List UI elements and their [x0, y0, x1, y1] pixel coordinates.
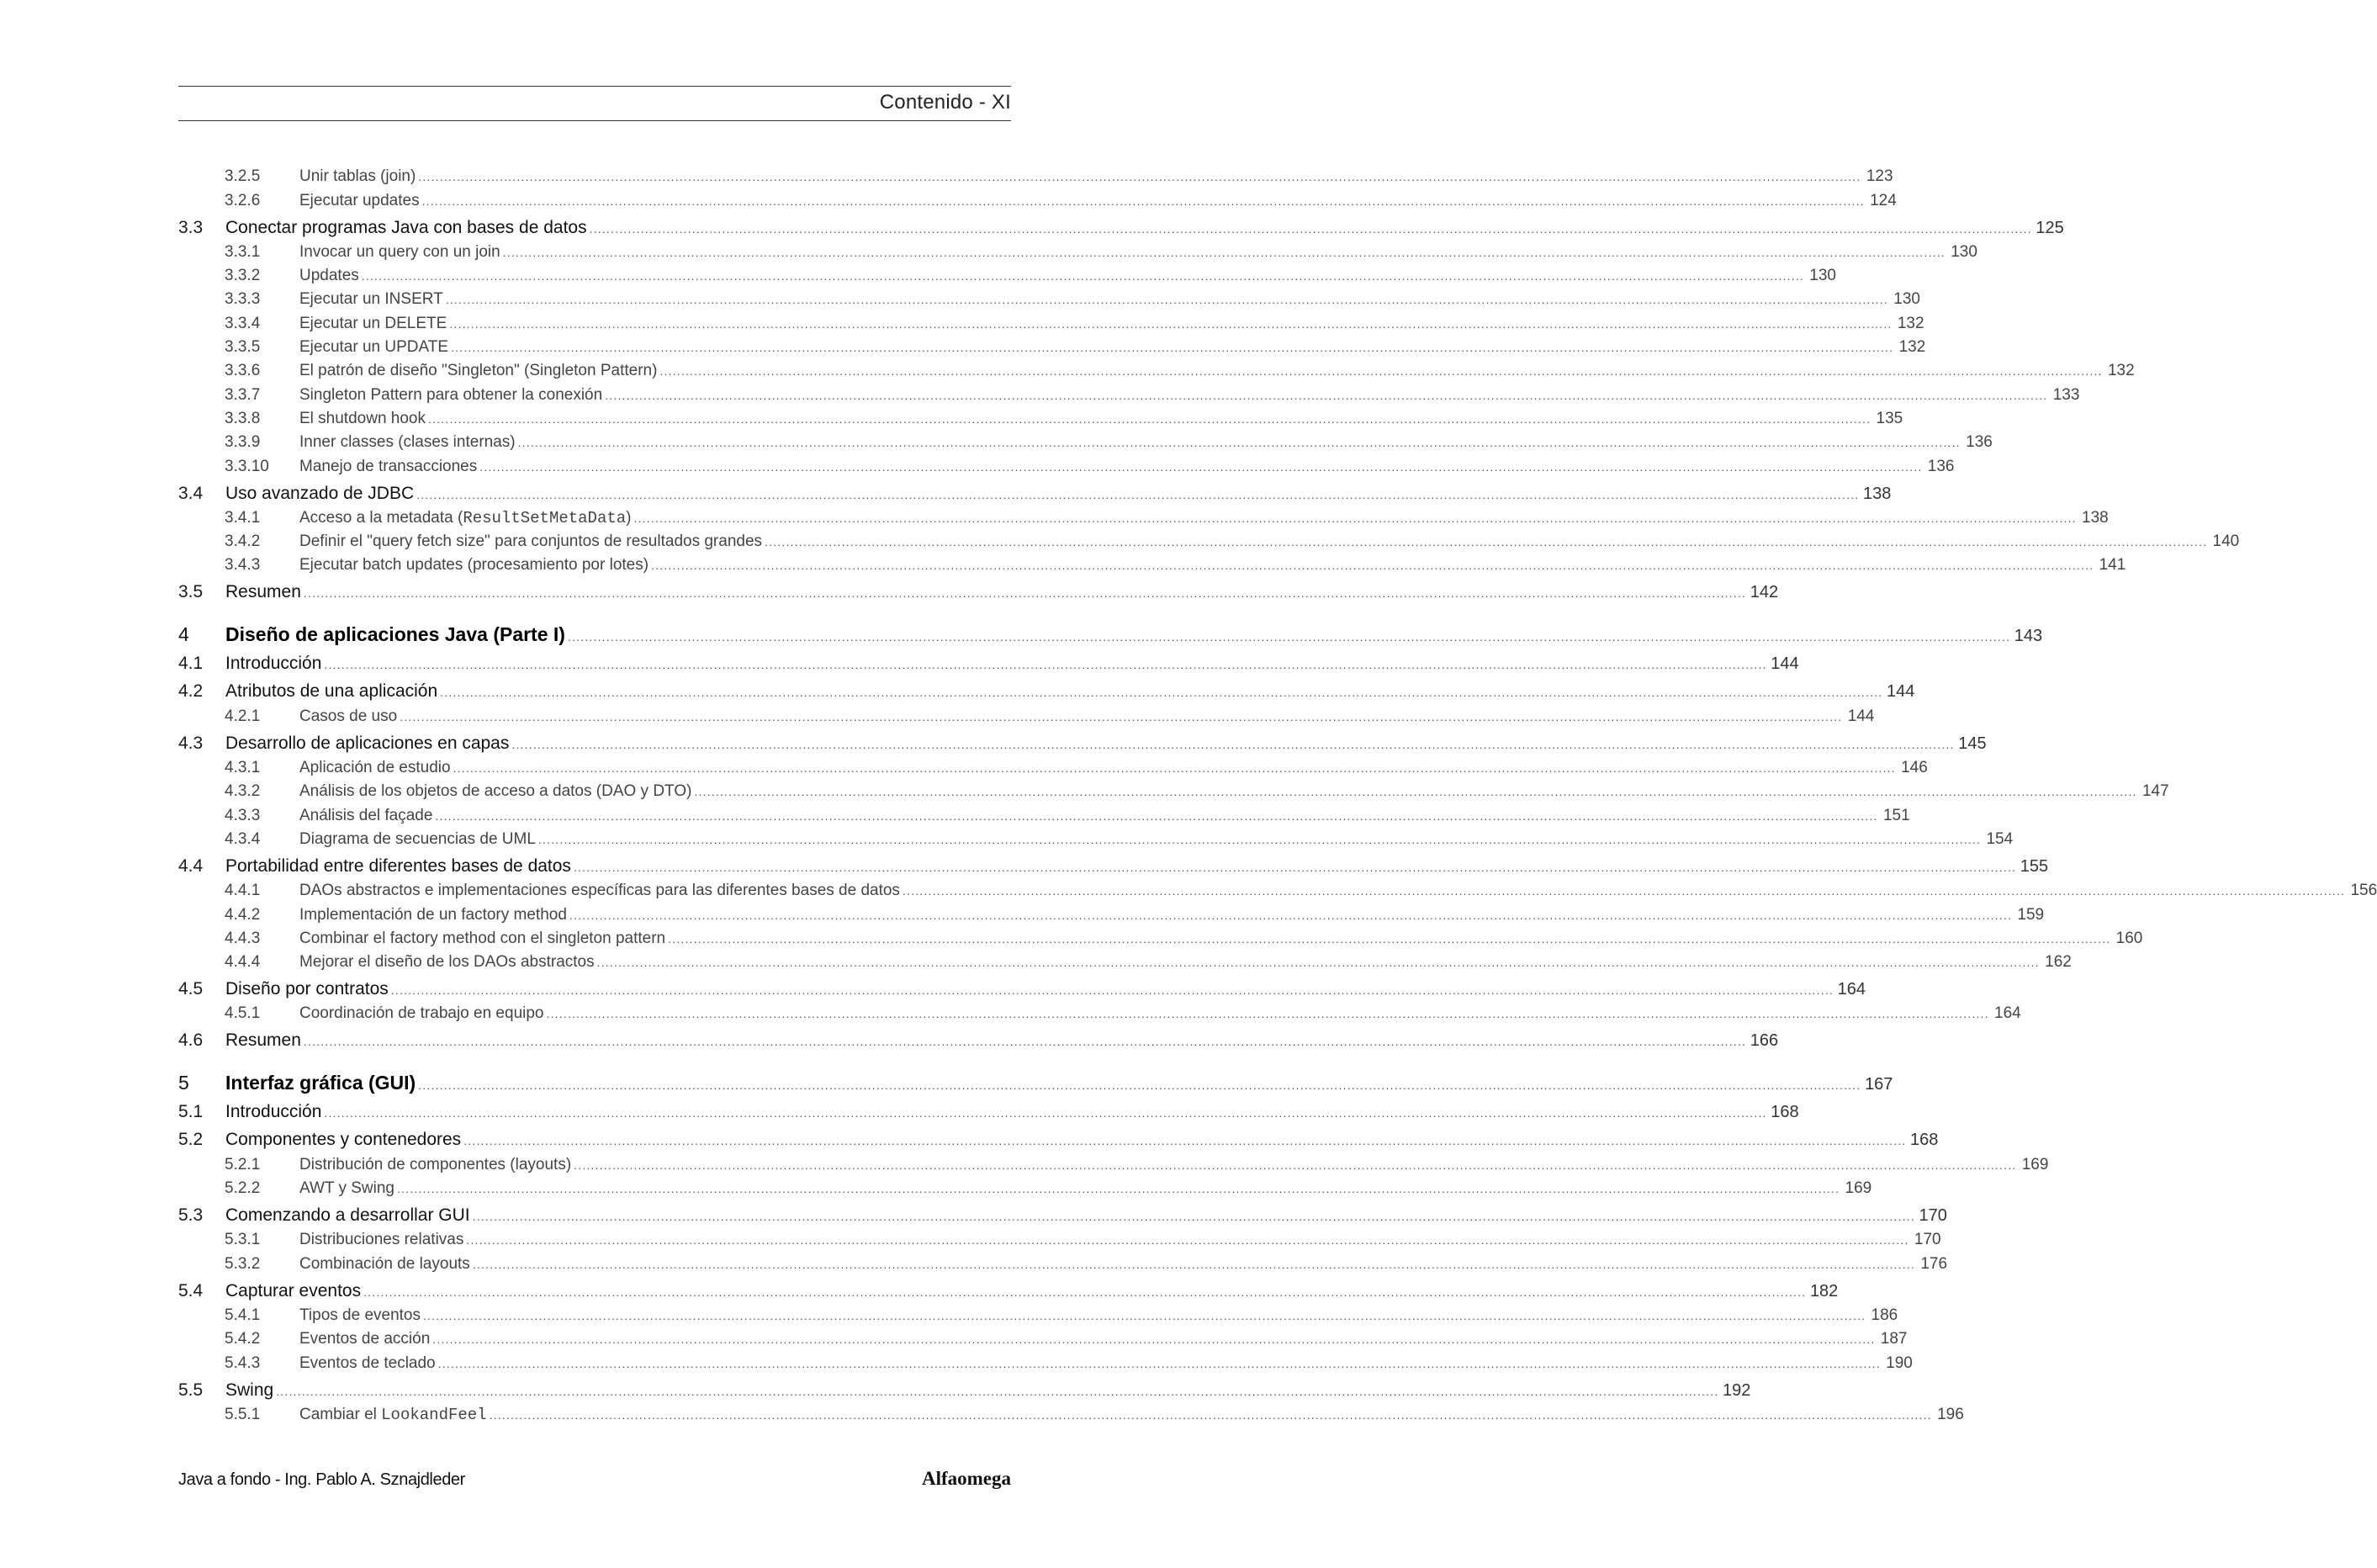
toc-dot-leader	[451, 341, 1893, 354]
toc-entry-number: 4.4.1	[225, 882, 261, 900]
toc-entry-number: 4.4.2	[225, 905, 261, 924]
toc-dot-leader	[574, 861, 2016, 874]
toc-entry-number: 3.2.5	[225, 167, 261, 186]
toc-entry-title: Interfaz gráfica (GUI)	[225, 1072, 416, 1094]
toc-entry-page-number: 133	[2052, 385, 2080, 404]
toc-entry-number: 3.3.9	[225, 433, 261, 452]
toc-entry-title: Comenzando a desarrollar GUI	[225, 1205, 470, 1226]
toc-entry-page-number: 160	[2115, 929, 2143, 947]
toc-entry-number: 3.3.4	[225, 314, 261, 332]
toc-entry-sec	[178, 975, 1866, 1003]
toc-entry-number: 3.5	[178, 582, 204, 602]
toc-dot-leader	[547, 1007, 1989, 1020]
toc-entry-page-number: 170	[1919, 1206, 1947, 1226]
toc-entry-page-number: 155	[2020, 856, 2049, 876]
toc-entry-sec	[178, 214, 2064, 241]
toc-entry-page-number: 147	[2141, 782, 2169, 801]
toc-entry-title-text: Cambiar el	[299, 1405, 382, 1423]
toc-entry-title: Análisis de los objetos de acceso a datos (DAO y DTO)	[299, 782, 692, 801]
toc-entry-sub	[178, 241, 1977, 265]
toc-entry-title-code: ResultSetMetaData	[463, 508, 627, 527]
toc-dot-leader	[397, 1182, 1840, 1195]
toc-entry-sub	[178, 1328, 1908, 1352]
toc-entry-page-number: 130	[1951, 242, 1977, 261]
toc-dot-leader	[765, 535, 2207, 548]
toc-dot-leader	[651, 559, 2094, 572]
toc-entry-title: Casos de uso	[299, 707, 398, 725]
toc-entry-sec	[178, 1201, 1947, 1229]
toc-dot-leader	[473, 1258, 1915, 1271]
toc-entry-number: 3.3.10	[225, 457, 269, 475]
toc-entry-sub	[178, 829, 2014, 852]
toc-entry-page-number: 169	[1845, 1179, 1872, 1198]
toc-entry-sec	[178, 852, 2049, 880]
toc-entry-page-number: 140	[2212, 532, 2240, 551]
toc-entry-page-number: 136	[1927, 457, 1955, 475]
toc-entry-title: El patrón de diseño "Singleton" (Singleton Pattern)	[299, 362, 658, 380]
toc-entry-number: 3.4.3	[225, 556, 261, 575]
toc-entry-page-number: 159	[2017, 905, 2045, 924]
toc-dot-leader	[446, 293, 1888, 306]
toc-entry-chap	[178, 1054, 1893, 1098]
toc-dot-leader	[590, 222, 2032, 236]
toc-dot-leader	[324, 658, 1766, 671]
toc-entry-sec	[178, 1098, 1799, 1126]
toc-entry-number: 5.4.3	[225, 1353, 261, 1372]
toc-dot-leader	[634, 511, 2077, 525]
toc-entry-title: Desarrollo de aplicaciones en capas	[225, 733, 510, 753]
toc-dot-leader	[449, 317, 1892, 331]
toc-entry-title	[299, 509, 632, 527]
toc-entry-number: 3.3.5	[225, 338, 261, 357]
toc-entry-number: 4.6	[178, 1030, 204, 1051]
toc-entry-sub	[178, 1003, 2021, 1026]
toc-entry-sub	[178, 804, 1910, 828]
toc-entry-number: 4.3.1	[225, 759, 261, 777]
toc-dot-leader	[435, 809, 1877, 823]
toc-dot-leader	[418, 1078, 1861, 1092]
toc-entry-title: Swing	[225, 1380, 274, 1400]
toc-entry-title: Mejorar el diseño de los DAOs abstractos	[299, 953, 595, 972]
toc-entry-title: Uso avanzado de JDBC	[225, 483, 415, 503]
toc-dot-leader	[418, 170, 1861, 183]
footer-publisher-logo: Alfaomega	[921, 1468, 1011, 1489]
toc-entry-title	[299, 1406, 487, 1424]
toc-dot-leader	[605, 389, 2047, 402]
toc-dot-leader	[538, 833, 1981, 846]
toc-entry-page-number: 146	[1901, 759, 1928, 777]
toc-dot-leader	[416, 488, 1859, 501]
toc-entry-title-text: )	[626, 508, 632, 527]
toc-entry-sub	[178, 1352, 1913, 1375]
toc-entry-sub	[178, 928, 2143, 951]
toc-entry-sub	[178, 531, 2240, 554]
toc-entry-page-number: 190	[1886, 1353, 1913, 1372]
toc-dot-leader	[428, 412, 1871, 426]
toc-entry-number: 5.1	[178, 1102, 204, 1122]
toc-entry-page-number: 144	[1887, 682, 1915, 702]
toc-entry-sec	[178, 1126, 1939, 1153]
toc-entry-title: Unir tablas (join)	[299, 167, 416, 186]
toc-entry-sub	[178, 312, 1924, 336]
toc-dot-leader	[423, 1309, 1866, 1322]
toc-dot-leader	[511, 738, 1954, 751]
toc-entry-sec	[178, 578, 1779, 606]
toc-entry-title: DAOs abstractos e implementaciones específicas para las diferentes bases de datos	[299, 882, 900, 900]
toc-dot-leader	[440, 686, 1882, 699]
toc-entry-number: 5.4	[178, 1280, 204, 1300]
toc-dot-leader	[490, 1408, 1932, 1422]
toc-dot-leader	[473, 1210, 1915, 1223]
toc-entry-number: 5.2	[178, 1130, 204, 1150]
toc-entry-title: Manejo de transacciones	[299, 457, 478, 475]
toc-dot-leader	[694, 785, 2136, 798]
toc-entry-page-number: 192	[1723, 1380, 1751, 1400]
toc-entry-sub	[178, 757, 1928, 781]
toc-entry-title: AWT y Swing	[299, 1179, 394, 1198]
toc-entry-page-number: 144	[1847, 707, 1875, 725]
toc-entry-title: Tipos de eventos	[299, 1306, 421, 1324]
toc-entry-sub	[178, 189, 1897, 213]
toc-entry-page-number: 169	[2021, 1155, 2049, 1173]
toc-entry-sub	[178, 903, 2045, 927]
toc-entry-number: 4.4	[178, 856, 204, 876]
toc-dot-leader	[659, 364, 2102, 378]
toc-entry-number: 3.3.7	[225, 385, 261, 404]
toc-entry-title: Introducción	[225, 654, 322, 674]
toc-dot-leader	[304, 586, 1746, 600]
toc-entry-page-number: 123	[1866, 167, 1893, 186]
toc-entry-title: Inner classes (clases internas)	[299, 433, 516, 452]
toc-entry-page-number: 135	[1876, 409, 1903, 427]
toc-entry-sub	[178, 336, 1926, 360]
toc-entry-page-number: 130	[1809, 267, 1836, 285]
toc-entry-number: 5.5	[178, 1380, 204, 1400]
toc-entry-number: 4.2.1	[225, 707, 261, 725]
toc-entry-title: Componentes y contenedores	[225, 1130, 462, 1150]
toc-entry-page-number: 168	[1771, 1103, 1799, 1122]
toc-entry-page-number: 124	[1870, 191, 1897, 209]
toc-entry-sub	[178, 432, 1993, 455]
toc-dot-leader	[903, 884, 2345, 898]
toc-entry-number: 4	[178, 623, 189, 646]
toc-entry-page-number: 145	[1958, 734, 1987, 753]
toc-entry-title: Ejecutar un INSERT	[299, 290, 443, 309]
toc-dot-leader	[568, 630, 2010, 644]
toc-entry-chap	[178, 606, 2043, 649]
toc-entry-sub	[178, 1153, 2049, 1177]
toc-entry-sub	[178, 781, 2169, 804]
toc-entry-page-number: 156	[2350, 882, 2377, 900]
toc-entry-page-number: 141	[2099, 556, 2126, 575]
toc-entry-title: Distribución de componentes (layouts)	[299, 1155, 572, 1173]
toc-dot-leader	[438, 1357, 1881, 1370]
toc-entry-title: Ejecutar batch updates (procesamiento por lotes)	[299, 556, 649, 575]
toc-dot-leader	[363, 1285, 1806, 1299]
toc-entry-sub	[178, 360, 2135, 384]
toc-dot-leader	[518, 436, 1961, 449]
toc-entry-number: 5.2.1	[225, 1155, 261, 1173]
toc-entry-title: Ejecutar un DELETE	[299, 314, 447, 332]
footer-book-title: Java a fondo - Ing. Pablo A. Sznajdleder	[178, 1470, 465, 1489]
toc-dot-leader	[391, 983, 1834, 997]
toc-entry-sec	[178, 649, 1799, 677]
toc-entry-number: 3.3.8	[225, 409, 261, 427]
toc-entry-page-number: 176	[1920, 1254, 1948, 1273]
toc-entry-page-number: 132	[1897, 314, 1924, 332]
toc-entry-sub	[178, 1404, 1964, 1428]
toc-entry-page-number: 132	[2107, 362, 2135, 380]
toc-dot-leader	[463, 1134, 1906, 1147]
header-rule-top	[178, 86, 1011, 87]
toc-entry-number: 5.3	[178, 1205, 204, 1226]
toc-entry-number: 4.3.4	[225, 829, 261, 848]
toc-entry-page-number: 162	[2045, 953, 2072, 972]
toc-entry-number: 5.3.1	[225, 1231, 261, 1249]
toc-entry-number: 5	[178, 1072, 189, 1094]
toc-dot-leader	[304, 1035, 1746, 1048]
toc-dot-leader	[574, 1158, 2016, 1172]
toc-entry-page-number: 138	[1862, 484, 1892, 503]
toc-entry-title: Portabilidad entre diferentes bases de datos	[225, 856, 571, 876]
toc-entry-page-number: 182	[1809, 1281, 1839, 1300]
toc-entry-sub	[178, 408, 1903, 432]
toc-entry-title: Análisis del façade	[299, 806, 433, 824]
toc-entry-sub	[178, 1178, 1872, 1201]
toc-entry-sub	[178, 951, 2072, 975]
toc-entry-number: 4.4.3	[225, 929, 261, 947]
toc-entry-page-number: 187	[1880, 1330, 1908, 1348]
toc-entry-sec	[178, 479, 1892, 507]
toc-entry-number: 4.1	[178, 654, 204, 674]
toc-entry-number: 4.3.3	[225, 806, 261, 824]
toc-entry-page-number: 186	[1871, 1306, 1898, 1324]
toc-entry-title: Introducción	[225, 1102, 322, 1122]
toc-entry-number: 3.3.2	[225, 267, 261, 285]
toc-entry-page-number: 151	[1882, 806, 1910, 824]
toc-entry-page-number: 142	[1750, 583, 1779, 602]
toc-dot-leader	[479, 460, 1922, 474]
toc-entry-title: Eventos de acción	[299, 1330, 431, 1348]
toc-entry-page-number: 143	[2014, 627, 2043, 646]
toc-dot-leader	[597, 956, 2040, 969]
toc-entry-number: 3.3.6	[225, 362, 261, 380]
toc-entry-sec	[178, 1026, 1779, 1054]
toc-entry-title: Combinar el factory method con el singleton pattern	[299, 929, 666, 947]
toc-entry-number: 3.3	[178, 217, 204, 237]
toc-entry-title: Coordinación de trabajo en equipo	[299, 1004, 544, 1023]
toc-entry-number: 5.5.1	[225, 1405, 261, 1423]
toc-entry-page-number: 125	[2036, 218, 2064, 237]
toc-entry-page-number: 138	[2082, 508, 2109, 527]
toc-entry-title: Conectar programas Java con bases de datos	[225, 217, 587, 237]
toc-entry-page-number: 144	[1771, 654, 1799, 674]
toc-entry-sub	[178, 455, 1955, 479]
toc-entry-title: Ejecutar un UPDATE	[299, 338, 449, 357]
toc-entry-sub	[178, 384, 2080, 407]
toc-entry-page-number: 168	[1910, 1131, 1939, 1150]
toc-dot-leader	[569, 908, 2012, 922]
toc-entry-number: 4.3.2	[225, 782, 261, 801]
toc-entry-title: Diseño de aplicaciones Java (Parte I)	[225, 623, 565, 646]
toc-entry-title: El shutdown hook	[299, 409, 426, 427]
toc-dot-leader	[453, 761, 1896, 775]
toc-entry-page-number: 130	[1893, 290, 1920, 309]
toc-entry-number: 4.2	[178, 681, 204, 702]
toc-entry-number: 5.2.2	[225, 1179, 261, 1198]
toc-entry-title: Aplicación de estudio	[299, 759, 451, 777]
toc-entry-page-number: 196	[1937, 1405, 1964, 1423]
toc-dot-leader	[362, 269, 1804, 283]
toc-entry-title-code: LookandFeel	[381, 1405, 487, 1424]
running-header-title: Contenido - XI	[879, 91, 1011, 114]
toc-entry-sub	[178, 1229, 1941, 1253]
header-rule-bottom	[178, 120, 1011, 121]
toc-entry-sub	[178, 265, 1836, 289]
toc-entry-page-number: 136	[1966, 433, 1993, 452]
toc-entry-sec	[178, 1277, 1839, 1305]
toc-entry-number: 3.3.3	[225, 290, 261, 309]
toc-dot-leader	[668, 932, 2110, 946]
toc-entry-number: 4.4.4	[225, 953, 261, 972]
toc-dot-leader	[422, 194, 1865, 208]
toc-entry-title: Invocar un query con un join	[299, 242, 500, 261]
toc-dot-leader	[400, 710, 1842, 723]
toc-entry-title: Updates	[299, 267, 359, 285]
toc-entry-sub	[178, 554, 2126, 578]
toc-entry-sec	[178, 677, 1915, 705]
toc-entry-number: 3.2.6	[225, 191, 261, 209]
toc-entry-page-number: 164	[1994, 1004, 2021, 1023]
toc-entry-page-number: 166	[1750, 1031, 1779, 1051]
toc-entry-title: Diagrama de secuencias de UML	[299, 829, 536, 848]
toc-entry-title: Eventos de teclado	[299, 1353, 436, 1372]
toc-dot-leader	[432, 1332, 1875, 1346]
toc-entry-sub	[178, 705, 1875, 728]
toc-entry-sub	[178, 289, 1920, 312]
toc-entry-sub	[178, 166, 1893, 189]
table-of-contents	[178, 166, 2377, 1428]
toc-entry-sub	[178, 1305, 1898, 1328]
toc-entry-title: Capturar eventos	[225, 1280, 362, 1300]
toc-entry-number: 5.4.2	[225, 1330, 261, 1348]
toc-entry-page-number: 167	[1865, 1075, 1893, 1094]
toc-entry-title: Definir el "query fetch size" para conjuntos de resultados grandes	[299, 532, 763, 551]
toc-entry-sub	[178, 507, 2109, 531]
toc-entry-number: 3.4.1	[225, 508, 261, 527]
toc-entry-number: 4.5	[178, 979, 204, 999]
toc-entry-number: 3.4	[178, 483, 204, 503]
toc-entry-title: Diseño por contratos	[225, 979, 389, 999]
toc-entry-title: Implementación de un factory method	[299, 905, 567, 924]
toc-entry-page-number: 164	[1837, 980, 1866, 999]
toc-entry-number: 5.4.1	[225, 1306, 261, 1324]
toc-entry-sec	[178, 1376, 1751, 1404]
toc-entry-number: 5.3.2	[225, 1254, 261, 1273]
toc-entry-number: 3.4.2	[225, 532, 261, 551]
toc-entry-page-number: 170	[1914, 1231, 1941, 1249]
toc-entry-page-number: 132	[1898, 338, 1926, 357]
toc-entry-number: 4.5.1	[225, 1004, 261, 1023]
toc-entry-sub	[178, 1253, 1948, 1276]
toc-entry-title: Atributos de una aplicación	[225, 681, 438, 702]
toc-entry-title: Ejecutar updates	[299, 191, 420, 209]
toc-entry-title: Resumen	[225, 1030, 301, 1051]
toc-entry-title-text: Acceso a la metadata (	[299, 508, 463, 527]
toc-entry-title: Distribuciones relativas	[299, 1231, 464, 1249]
toc-dot-leader	[324, 1106, 1766, 1120]
toc-entry-sec	[178, 729, 1987, 757]
toc-dot-leader	[466, 1233, 1908, 1247]
toc-entry-sub	[178, 880, 2377, 903]
toc-entry-page-number: 154	[1986, 829, 2014, 848]
toc-entry-title: Singleton Pattern para obtener la conexión	[299, 385, 603, 404]
toc-dot-leader	[503, 246, 1946, 259]
toc-entry-title: Resumen	[225, 582, 301, 602]
toc-entry-number: 3.3.1	[225, 242, 261, 261]
toc-entry-title: Combinación de layouts	[299, 1254, 470, 1273]
toc-entry-number: 4.3	[178, 733, 204, 753]
toc-dot-leader	[276, 1385, 1718, 1398]
